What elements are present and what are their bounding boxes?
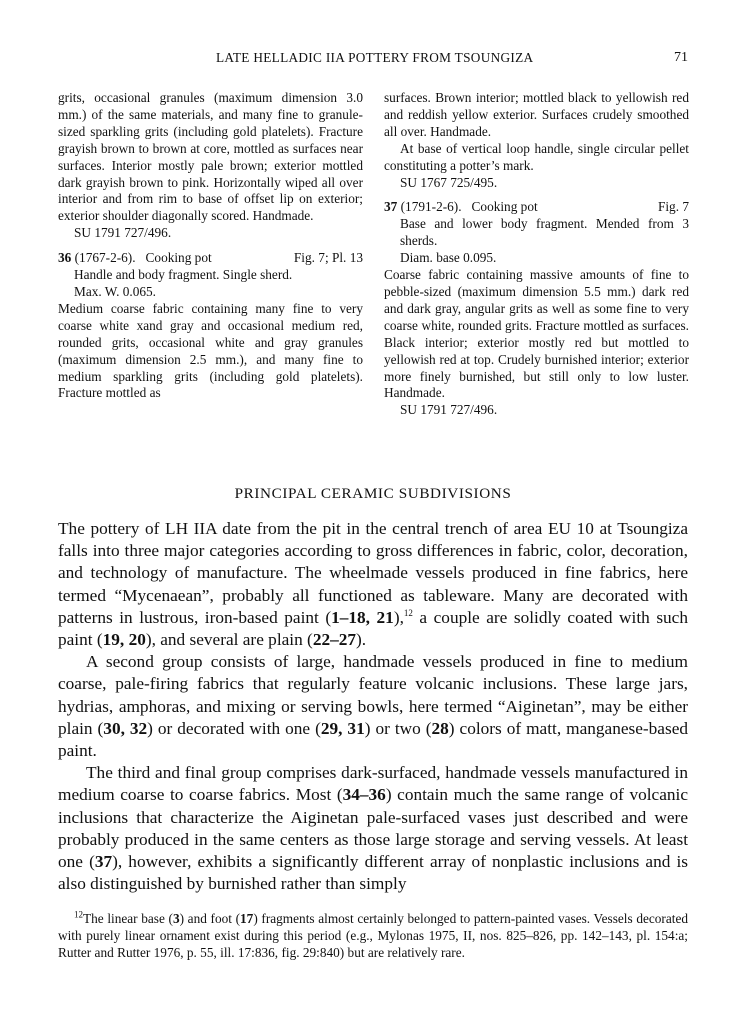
page-number: 71 [674,50,688,65]
paragraph-2: A second group consists of large, handmade vessels produced in fine to medium coarse, pale-firing fabrics that regularly feature volcanic inclusions. These large jars, hydrias, amphoras, and mixing or serving bowls, here termed “Aiginetan”, may be either plain (30, 32) or decorated with one (29, 31) or two (28) colors of matt, manganese-based paint. [58,652,689,761]
running-title: LATE HELLADIC IIA POTTERY FROM TSOUNGIZA [216,50,534,65]
vessel-type: Cooking pot [471,199,538,215]
footnote-number: 12 [74,909,83,920]
vessel-type: Cooking pot [145,250,212,266]
catalog-number: 37 [384,199,398,215]
paragraph-1: The pottery of LH IIA date from the pit in the central trench of area EU 10 at Tsoungiza falls into three major categories according to gross differences in fabric, color, decoration, and technology of manufacture. The wheelmade vessels produced in fine fabrics, here termed “Mycenaean”, probably all functioned as tableware. Many are decorated with patterns in lustrous, iron-based paint (1–18, 21),$^{12}$ a couple are solidly coated with such paint (19, 20), and several are plain (22–27). [58,519,688,650]
catalog-reference: SU 1791 727/496. [400,402,498,418]
catalog-entry-36-heading [58,250,363,267]
catalog-dimension-line: Max. W. 0.065. [74,283,157,299]
catalog-note: At base of vertical loop handle, single circular pellet constituting a potter’s mark. [384,140,689,173]
catalog-continuation: surfaces. Brown interior; mottled black to yellowish red and reddish yellow exterior. Surfaces crudely smoothed all over. Handmade. [384,90,689,139]
catalog-reference: SU 1791 727/496. [74,225,172,241]
body-text [58,518,688,895]
catalog-dimension-line: Diam. base 0.095. [400,250,497,266]
catalog-fragment-line: Base and lower body fragment. Mended from 3 sherds. [400,216,689,249]
inventory-number: (1791-2-6). [400,199,462,215]
catalog-entry-37-heading [384,199,689,216]
page-header [58,50,688,70]
section-title: PRINCIPAL CERAMIC SUBDIVISIONS [234,485,512,502]
catalog-continuation: grits, occasional granules (maximum dimension 3.0 mm.) of the same materials, and many fine to granule-sized sparkling grits (including gold platelets). Fracture grayish brown to brown at core, mottled as surfaces near surfaces. Interior mostly pale brown; exterior mottled dark grayish brown to pink. Horizontally wiped all over interior and from rim to base of offset lip on exterior; exterior shoulder diagonally scored. Handmade. [58,90,363,224]
paragraph-3: The third and final group comprises dark-surfaced, handmade vessels manufactured in medium coarse to coarse fabrics. Most (34–36) contain much the same range of volcanic inclusions that characterize the Aiginetan pale-surfaced vases just described and were probably produced in the same centers as those large storage and serving vessels. At least one (37), however, exhibits a significantly different array of nonplastic inclusions and is also distinguished by burnished rather than simply [58,763,688,894]
right-column [384,90,689,419]
left-column [58,90,363,402]
footnote-marker: 12 [403,608,413,619]
footnote: $^{12}$The linear base (3) and foot (17) fragments almost certainly belonged to pattern-painted vases. Vessels decorated with purely linear ornament exist during this period (e.g., Mylonas 1975, II, nos. 825–826, pp. 142–143, pl. 154:a; Rutter and Rutter 1976, p. 55, ill. 17:836, fig. 29:840) but are relatively rare. [58,909,689,960]
catalog-number: 36 [58,250,72,266]
catalog-description: Coarse fabric containing massive amounts of fine to pebble-sized (maximum dimension 5.5 mm.) dark red and dark gray, angular grits as well as some fine to very coarse white, rounded grits. Fracture mottled as surfaces. Black interior; exterior mostly red but mottled to yellowish red at top. Crudely burnished interior; exterior more finely burnished, but still only to low luster. Handmade. [384,267,689,401]
catalog-description: Medium coarse fabric containing many fine to very coarse white xand gray and occasional medium red, rounded grits, occasional white and gray granules (maximum dimension 2.5 mm.), and many fine to medium sparkling grits (including gold platelets). Fracture mottled as [58,300,363,401]
inventory-number: (1767-2-6). [74,250,136,266]
catalog-reference: SU 1767 725/495. [400,174,498,190]
catalog-fragment-line: Handle and body fragment. Single sherd. [74,267,293,283]
figure-reference: Fig. 7; Pl. 13 [293,250,363,266]
figure-reference: Fig. 7 [657,199,689,215]
